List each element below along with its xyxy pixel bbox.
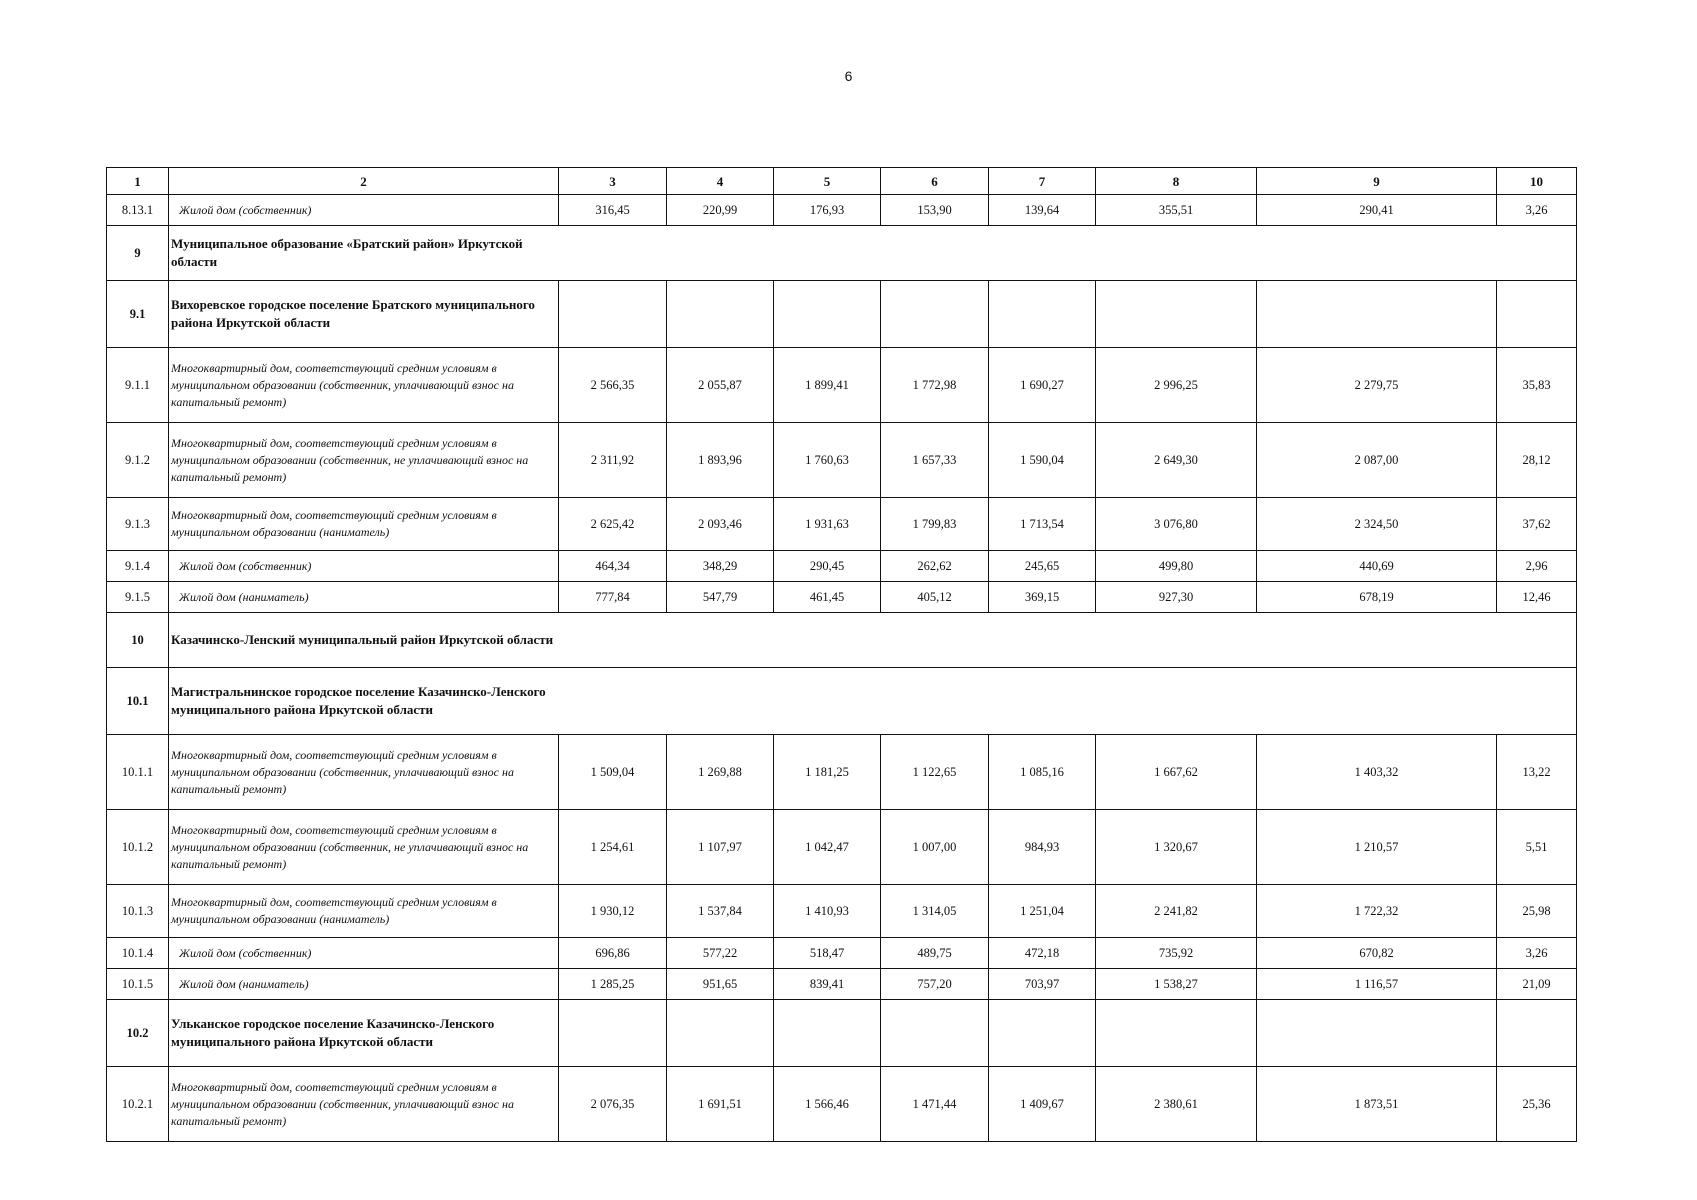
- value-cell: 3 076,80: [1096, 498, 1257, 551]
- row-code: 9.1.3: [107, 498, 169, 551]
- value-cell: 1 403,32: [1257, 735, 1497, 810]
- value-cell: 139,64: [989, 195, 1096, 226]
- row-description: Многоквартирный дом, соответствующий средним условиям в муниципальном образовании (собственник, уплачивающий взнос на капитальный ремонт): [169, 735, 559, 810]
- table-row: [107, 938, 1577, 969]
- subsection-title: Ульканское городское поселение Казачинско-Ленского муниципального района Иркутской области: [169, 1000, 559, 1067]
- value-cell: 5,51: [1497, 810, 1577, 885]
- empty-cell: [989, 281, 1096, 348]
- column-header: 8: [1096, 168, 1257, 195]
- empty-cell: [667, 281, 774, 348]
- row-code: 9.1.4: [107, 551, 169, 582]
- value-cell: 1 899,41: [774, 348, 881, 423]
- value-cell: 472,18: [989, 938, 1096, 969]
- value-cell: 499,80: [1096, 551, 1257, 582]
- row-description: Многоквартирный дом, соответствующий средним условиям в муниципальном образовании (наниматель): [169, 885, 559, 938]
- row-description: Жилой дом (наниматель): [169, 969, 559, 1000]
- value-cell: 1 085,16: [989, 735, 1096, 810]
- column-header: 4: [667, 168, 774, 195]
- value-cell: 1 285,25: [559, 969, 667, 1000]
- row-code: 9.1.1: [107, 348, 169, 423]
- table-body: [107, 195, 1577, 1142]
- row-description: Многоквартирный дом, соответствующий средним условиям в муниципальном образовании (собственник, уплачивающий взнос на капитальный ремонт): [169, 1067, 559, 1142]
- value-cell: 37,62: [1497, 498, 1577, 551]
- value-cell: 2 625,42: [559, 498, 667, 551]
- value-cell: 703,97: [989, 969, 1096, 1000]
- column-header: 5: [774, 168, 881, 195]
- value-cell: 1 314,05: [881, 885, 989, 938]
- value-cell: 1 409,67: [989, 1067, 1096, 1142]
- row-code: 10.1.2: [107, 810, 169, 885]
- table-row: [107, 348, 1577, 423]
- table-row: [107, 551, 1577, 582]
- empty-cell: [881, 1000, 989, 1067]
- row-code: 10.1.4: [107, 938, 169, 969]
- value-cell: 1 320,67: [1096, 810, 1257, 885]
- column-header: 2: [169, 168, 559, 195]
- value-cell: 1 893,96: [667, 423, 774, 498]
- value-cell: 518,47: [774, 938, 881, 969]
- table-row: [107, 423, 1577, 498]
- value-cell: 2 380,61: [1096, 1067, 1257, 1142]
- row-code: 9.1.2: [107, 423, 169, 498]
- value-cell: 1 657,33: [881, 423, 989, 498]
- value-cell: 1 537,84: [667, 885, 774, 938]
- table-header-row: [107, 168, 1577, 195]
- value-cell: 1 122,65: [881, 735, 989, 810]
- value-cell: 245,65: [989, 551, 1096, 582]
- value-cell: 2 996,25: [1096, 348, 1257, 423]
- value-cell: 489,75: [881, 938, 989, 969]
- value-cell: 735,92: [1096, 938, 1257, 969]
- value-cell: 1 007,00: [881, 810, 989, 885]
- value-cell: 1 722,32: [1257, 885, 1497, 938]
- value-cell: 262,62: [881, 551, 989, 582]
- value-cell: 777,84: [559, 582, 667, 613]
- value-cell: 1 410,93: [774, 885, 881, 938]
- value-cell: 678,19: [1257, 582, 1497, 613]
- value-cell: 2 055,87: [667, 348, 774, 423]
- value-cell: 348,29: [667, 551, 774, 582]
- column-header: 3: [559, 168, 667, 195]
- row-code: 10.2.1: [107, 1067, 169, 1142]
- value-cell: 28,12: [1497, 423, 1577, 498]
- value-cell: 440,69: [1257, 551, 1497, 582]
- value-cell: 1 538,27: [1096, 969, 1257, 1000]
- row-code: 10.1.5: [107, 969, 169, 1000]
- value-cell: 1 269,88: [667, 735, 774, 810]
- row-description: Жилой дом (наниматель): [169, 582, 559, 613]
- value-cell: 1 873,51: [1257, 1067, 1497, 1142]
- value-cell: 369,15: [989, 582, 1096, 613]
- value-cell: 464,34: [559, 551, 667, 582]
- value-cell: 12,46: [1497, 582, 1577, 613]
- section-title: Магистральнинское городское поселение Казачинско-Ленского муниципального района Иркутской области: [169, 668, 1577, 735]
- subsection-title: Вихоревское городское поселение Братского муниципального района Иркутской области: [169, 281, 559, 348]
- table-row: [107, 1067, 1577, 1142]
- value-cell: 1 566,46: [774, 1067, 881, 1142]
- value-cell: 839,41: [774, 969, 881, 1000]
- column-header: 10: [1497, 168, 1577, 195]
- value-cell: 1 690,27: [989, 348, 1096, 423]
- empty-cell: [1257, 1000, 1497, 1067]
- value-cell: 290,41: [1257, 195, 1497, 226]
- value-cell: 461,45: [774, 582, 881, 613]
- row-description: Многоквартирный дом, соответствующий средним условиям в муниципальном образовании (собственник, не уплачивающий взнос на капитальный ремонт): [169, 810, 559, 885]
- empty-cell: [881, 281, 989, 348]
- value-cell: 2 076,35: [559, 1067, 667, 1142]
- value-cell: 2 279,75: [1257, 348, 1497, 423]
- value-cell: 3,26: [1497, 938, 1577, 969]
- row-description: Многоквартирный дом, соответствующий средним условиям в муниципальном образовании (собственник, уплачивающий взнос на капитальный ремонт): [169, 348, 559, 423]
- section-title: Муниципальное образование «Братский район» Иркутской области: [169, 226, 1577, 281]
- value-cell: 220,99: [667, 195, 774, 226]
- table-row: [107, 810, 1577, 885]
- section-code: 10: [107, 613, 169, 668]
- column-header: 6: [881, 168, 989, 195]
- value-cell: 984,93: [989, 810, 1096, 885]
- table-row: [107, 735, 1577, 810]
- row-description: Жилой дом (собственник): [169, 195, 559, 226]
- value-cell: 696,86: [559, 938, 667, 969]
- empty-cell: [1497, 281, 1577, 348]
- section-code: 9: [107, 226, 169, 281]
- value-cell: 1 471,44: [881, 1067, 989, 1142]
- table-row: [107, 969, 1577, 1000]
- value-cell: 1 931,63: [774, 498, 881, 551]
- value-cell: 13,22: [1497, 735, 1577, 810]
- value-cell: 316,45: [559, 195, 667, 226]
- page-number: 6: [844, 68, 853, 84]
- value-cell: 2,96: [1497, 551, 1577, 582]
- value-cell: 21,09: [1497, 969, 1577, 1000]
- value-cell: 1 181,25: [774, 735, 881, 810]
- value-cell: 2 241,82: [1096, 885, 1257, 938]
- value-cell: 355,51: [1096, 195, 1257, 226]
- table-row: [107, 195, 1577, 226]
- value-cell: 1 930,12: [559, 885, 667, 938]
- value-cell: 1 667,62: [1096, 735, 1257, 810]
- value-cell: 951,65: [667, 969, 774, 1000]
- empty-cell: [667, 1000, 774, 1067]
- row-description: Жилой дом (собственник): [169, 551, 559, 582]
- value-cell: 927,30: [1096, 582, 1257, 613]
- section-row: [107, 226, 1577, 281]
- section-code: 10.1: [107, 668, 169, 735]
- empty-cell: [1497, 1000, 1577, 1067]
- value-cell: 1 590,04: [989, 423, 1096, 498]
- value-cell: 547,79: [667, 582, 774, 613]
- row-code: 9.1.5: [107, 582, 169, 613]
- row-code: 10.1.3: [107, 885, 169, 938]
- empty-cell: [1096, 1000, 1257, 1067]
- value-cell: 2 087,00: [1257, 423, 1497, 498]
- subsection-row: [107, 1000, 1577, 1067]
- value-cell: 25,98: [1497, 885, 1577, 938]
- value-cell: 2 649,30: [1096, 423, 1257, 498]
- value-cell: 25,36: [1497, 1067, 1577, 1142]
- value-cell: 176,93: [774, 195, 881, 226]
- value-cell: 2 311,92: [559, 423, 667, 498]
- value-cell: 1 116,57: [1257, 969, 1497, 1000]
- column-header: 7: [989, 168, 1096, 195]
- value-cell: 2 566,35: [559, 348, 667, 423]
- value-cell: 1 799,83: [881, 498, 989, 551]
- value-cell: 35,83: [1497, 348, 1577, 423]
- value-cell: 577,22: [667, 938, 774, 969]
- row-description: Многоквартирный дом, соответствующий средним условиям в муниципальном образовании (собственник, не уплачивающий взнос на капитальный ремонт): [169, 423, 559, 498]
- table-row: [107, 582, 1577, 613]
- empty-cell: [1257, 281, 1497, 348]
- empty-cell: [774, 281, 881, 348]
- section-row: [107, 668, 1577, 735]
- subsection-code: 10.2: [107, 1000, 169, 1067]
- subsection-row: [107, 281, 1577, 348]
- empty-cell: [559, 1000, 667, 1067]
- row-code: 10.1.1: [107, 735, 169, 810]
- value-cell: 1 760,63: [774, 423, 881, 498]
- value-cell: 1 691,51: [667, 1067, 774, 1142]
- row-code: 8.13.1: [107, 195, 169, 226]
- value-cell: 1 107,97: [667, 810, 774, 885]
- value-cell: 290,45: [774, 551, 881, 582]
- empty-cell: [559, 281, 667, 348]
- value-cell: 405,12: [881, 582, 989, 613]
- value-cell: 670,82: [1257, 938, 1497, 969]
- value-cell: 3,26: [1497, 195, 1577, 226]
- column-header: 9: [1257, 168, 1497, 195]
- row-description: Многоквартирный дом, соответствующий средним условиям в муниципальном образовании (наниматель): [169, 498, 559, 551]
- column-header: 1: [107, 168, 169, 195]
- row-description: Жилой дом (собственник): [169, 938, 559, 969]
- table-row: [107, 885, 1577, 938]
- value-cell: 2 324,50: [1257, 498, 1497, 551]
- value-cell: 1 772,98: [881, 348, 989, 423]
- value-cell: 153,90: [881, 195, 989, 226]
- value-cell: 1 509,04: [559, 735, 667, 810]
- empty-cell: [774, 1000, 881, 1067]
- value-cell: 1 713,54: [989, 498, 1096, 551]
- value-cell: 2 093,46: [667, 498, 774, 551]
- empty-cell: [1096, 281, 1257, 348]
- value-cell: 1 042,47: [774, 810, 881, 885]
- value-cell: 1 251,04: [989, 885, 1096, 938]
- value-cell: 757,20: [881, 969, 989, 1000]
- section-row: [107, 613, 1577, 668]
- table-row: [107, 498, 1577, 551]
- tariff-table: [106, 167, 1577, 1142]
- subsection-code: 9.1: [107, 281, 169, 348]
- value-cell: 1 254,61: [559, 810, 667, 885]
- section-title: Казачинско-Ленский муниципальный район Иркутской области: [169, 613, 1577, 668]
- value-cell: 1 210,57: [1257, 810, 1497, 885]
- empty-cell: [989, 1000, 1096, 1067]
